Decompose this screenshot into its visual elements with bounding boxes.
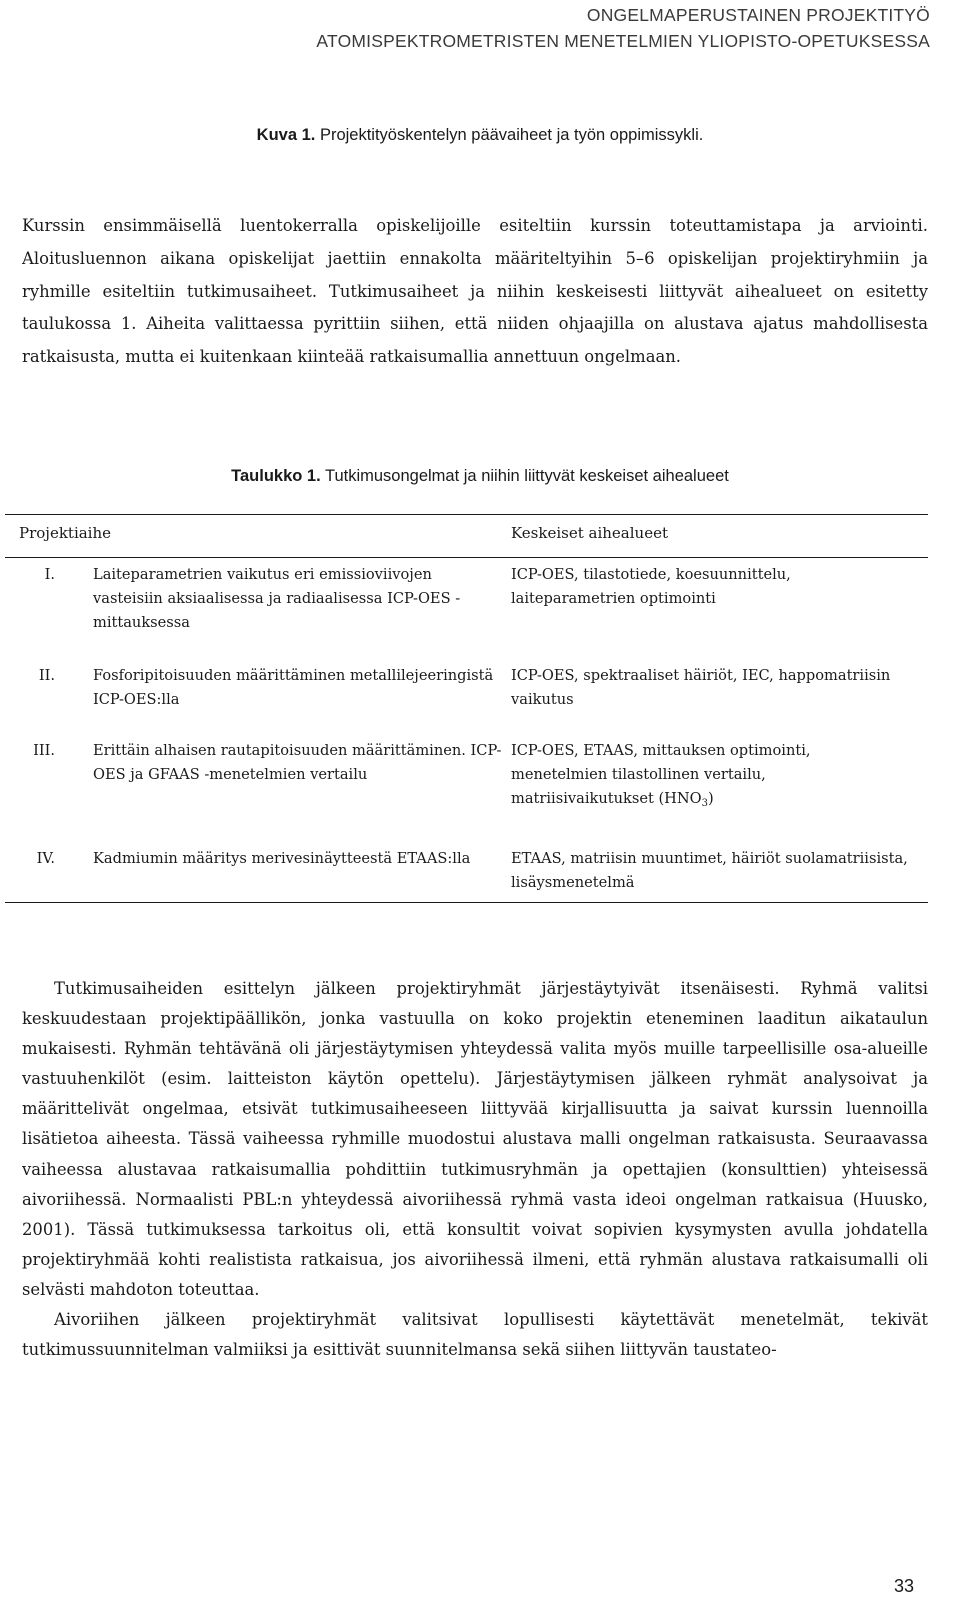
row-topic: Fosforipitoisuuden määrittäminen metallilejeeringistä ICP-OES:lla xyxy=(93,667,494,708)
row-number: III. xyxy=(33,742,55,759)
table-caption-label: Taulukko 1. xyxy=(231,467,321,485)
body-paragraph-3: Aivoriihen jälkeen projektiryhmät valitsivat lopullisesti käytettävät menetelmät, tekivät tutkimussuunnitelman valmiiksi ja esittivät suunnitelmansa sekä siihen liittyvän taustateo- xyxy=(22,1310,928,1360)
table-caption-text: Tutkimusongelmat ja niihin liittyvät keskeiset aihealueet xyxy=(320,467,729,485)
row-topic: Erittäin alhaisen rautapitoisuuden määrittäminen. ICP-OES ja GFAAS -menetelmien vertailu xyxy=(93,742,502,783)
row-topic: Kadmiumin määritys merivesinäytteestä ETAAS:lla xyxy=(93,850,471,867)
row-areas-text: ICP-OES, ETAAS, mittauksen optimointi, menetelmien tilastollinen vertailu, matriisivaikutukset (HNO xyxy=(511,742,811,807)
row-areas: ICP-OES, spektraaliset häiriöt, IEC, happomatriisin vaikutus xyxy=(511,667,891,708)
figure-caption-text: Projektityöskentelyn päävaiheet ja työn oppimissykli. xyxy=(315,126,704,144)
running-header xyxy=(316,2,930,54)
table-row xyxy=(5,847,928,903)
body-paragraph-2: Tutkimusaiheiden esittelyn jälkeen projektiryhmät järjestäytyivät itsenäisesti. Ryhmä valitsi keskuudestaan projektipäällikön, jonka vastuulla on koko projektin eteneminen laaditun aikataulun mukaisesti. Ryhmän tehtävänä oli järjestäytymisen yhteydessä valita myös muille tarpeellisille osa-alueille vastuuhenkilöt (esim. laitteiston käytön opettelu). Järjestäytymisen jälkeen ryhmät analysoivat ja määrittelivät ongelmaa, etsivät tutkimusaiheeseen liittyvää kirjallisuutta ja saivat kurssin luennoilla lisätietoa aiheesta. Tässä vaiheessa ryhmille muodostui alustava malli ongelman ratkaisusta. Seuraavassa vaiheessa alustavaa ratkaisumallia pohdittiin tutkimusryhmän ja opettajien (konsulttien) yhteisessä aivoriihessä. Normaalisti PBL:n yhteydessä aivoriihessä ryhmä vasta ideoi ongelman ratkaisua (Huusko, 2001). Tässä tutkimuksessa tarkoitus oli, että konsultit voivat sopivien kysymysten avulla johdatella projektiryhmää kohti realistista ratkaisua, jos aivoriihessä ilmeni, että ryhmän alustava ratkaisumalli oli selvästi mahdoton toteuttaa. xyxy=(22,979,928,1299)
running-header-line1: ONGELMAPERUSTAINEN PROJEKTITYÖ xyxy=(586,5,930,25)
table-header-rule xyxy=(5,557,928,558)
row-number: I. xyxy=(44,566,55,583)
column-header-areas: Keskeiset aihealueet xyxy=(511,524,668,542)
column-header-topic: Projektiaihe xyxy=(19,524,112,542)
row-areas-subscript: 3 xyxy=(701,798,708,809)
body-paragraph-1: Kurssin ensimmäisellä luentokerralla opiskelijoille esiteltiin kurssin toteuttamistapa ja arviointi. Aloitusluennon aikana opiskelijat jaettiin ennakolta määriteltyihin 5–6 opiskelijan projektiryhmiin ja ryhmille esiteltiin tutkimusaiheet. Tutkimusaiheet ja niihin keskeisesti liittyvät aihealueet on esitetty taulukossa 1. Aiheita valittaessa pyrittiin siihen, että niiden ohjaajilla on alustava ajatus mahdollisesta ratkaisusta, mutta ei kuitenkaan kiinteää ratkaisumallia annettuun ongelmaan. xyxy=(22,216,928,367)
row-areas: ETAAS, matriisin muuntimet, häiriöt suolamatriisista, lisäysmenetelmä xyxy=(511,850,908,891)
figure-caption-label: Kuva 1. xyxy=(256,126,316,144)
table-row xyxy=(5,739,928,819)
page-number: 33 xyxy=(893,1576,914,1596)
row-number: II. xyxy=(38,667,55,684)
table-row xyxy=(5,563,928,643)
row-areas: ICP-OES, tilastotiede, koesuunnittelu, laiteparametrien optimointi xyxy=(511,566,791,607)
figure-caption xyxy=(0,126,960,145)
table-bottom-rule xyxy=(5,902,928,903)
row-topic: Laiteparametrien vaikutus eri emissioviivojen vasteisiin aksiaalisessa ja radiaalisessa ICP-OES -mittauksessa xyxy=(93,566,461,631)
table-top-rule xyxy=(5,514,928,515)
row-areas xyxy=(511,739,911,816)
table-caption xyxy=(0,467,960,486)
row-areas-closing: ) xyxy=(708,790,714,807)
row-number: IV. xyxy=(36,850,55,867)
body-text xyxy=(22,974,928,1365)
table-row xyxy=(5,664,928,720)
running-header-line2: ATOMISPEKTROMETRISTEN MENETELMIEN YLIOPISTO-OPETUKSESSA xyxy=(316,31,930,51)
